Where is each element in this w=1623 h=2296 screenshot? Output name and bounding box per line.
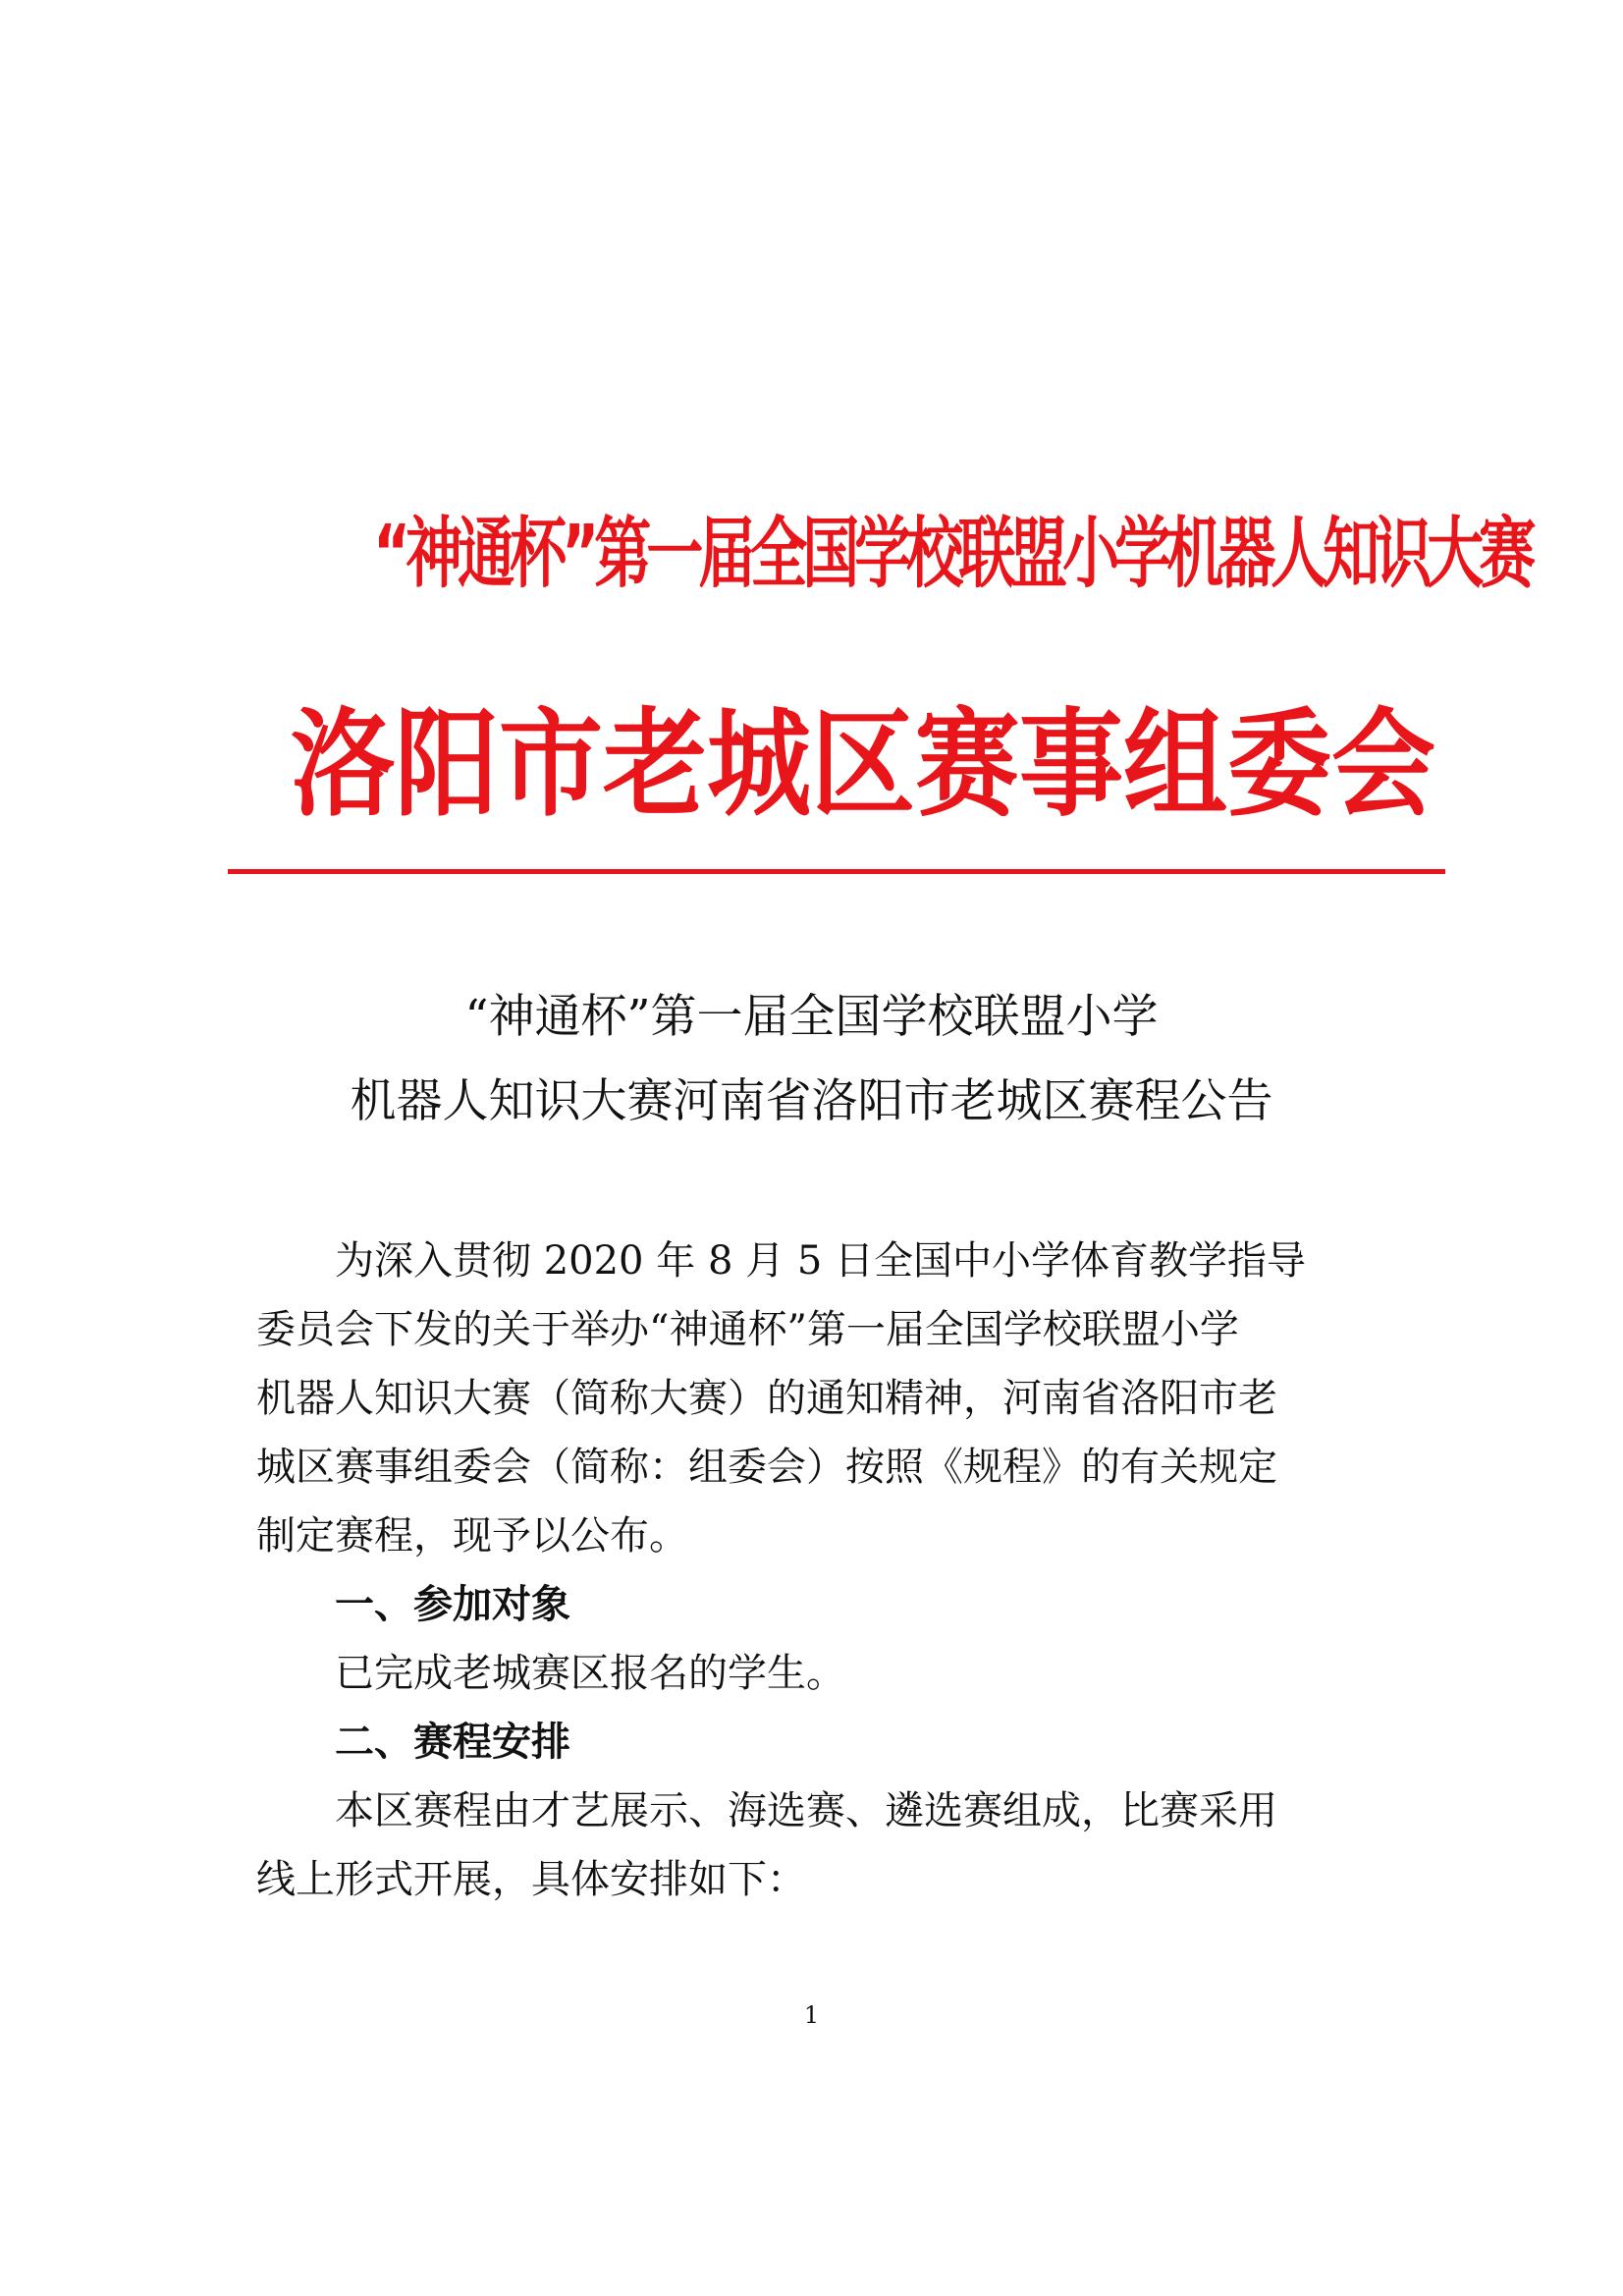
letterhead-event-title: “神通杯”第一届全国学校联盟小学机器人知识大赛 [373,508,1532,599]
paragraph-1-line-5: 制定赛程，现予以公布。 [256,1513,688,1558]
notice-title-line-1: “神通杯”第一届全国学校联盟小学 [464,990,1159,1044]
paragraph-1-line-1: 为深入贯彻 2020 年 8 月 5 日全国中小学体育教学指导 [335,1238,1306,1284]
section-2-text-line-1: 本区赛程由才艺展示、海选赛、遴选赛组成，比赛采用 [335,1788,1277,1833]
section-2-heading: 二、赛程安排 [335,1719,570,1765]
paragraph-1-line-4: 城区赛事组委会（简称：组委会）按照《规程》的有关规定 [256,1445,1277,1490]
letterhead-organizer: 洛阳市老城区赛事组委会 [291,696,1435,833]
section-1-text: 已完成老城赛区报名的学生。 [335,1651,845,1696]
paragraph-1-line-3: 机器人知识大赛（简称大赛）的通知精神，河南省洛阳市老 [256,1376,1277,1421]
section-2-text-line-2: 线上形式开展，具体安排如下： [256,1857,806,1902]
page-number: 1 [803,2001,820,2029]
notice-title-line-2: 机器人知识大赛河南省洛阳市老城区赛程公告 [350,1074,1273,1128]
letterhead-red-divider [228,869,1445,874]
paragraph-1-line-2: 委员会下发的关于举办“神通杯”第一届全国学校联盟小学 [256,1307,1239,1352]
section-1-heading: 一、参加对象 [335,1581,570,1627]
